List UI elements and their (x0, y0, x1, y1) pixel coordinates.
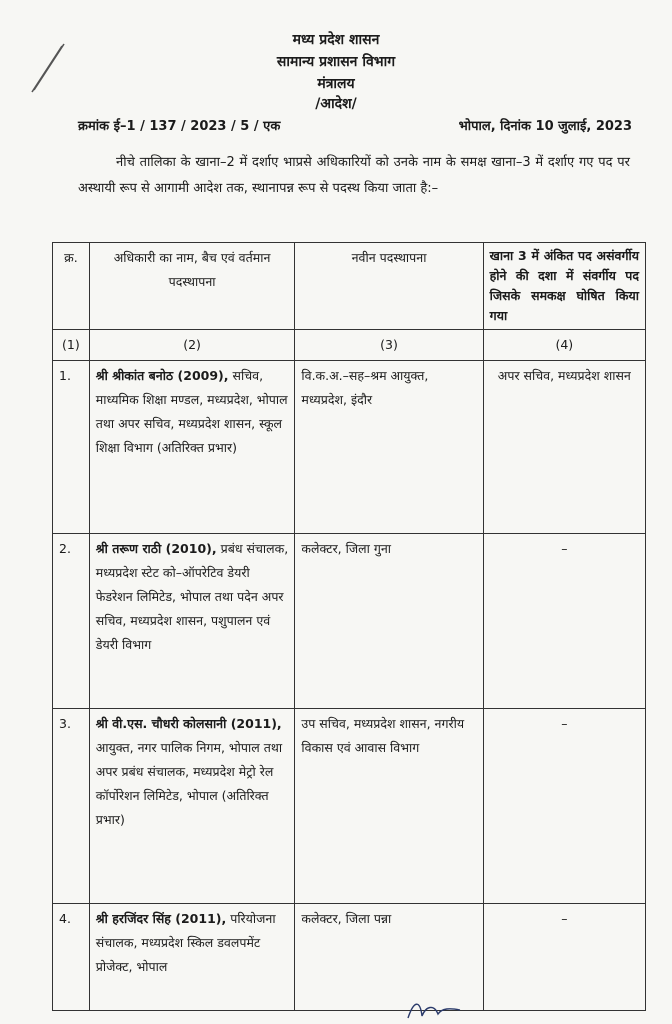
row-equivalent: – (483, 904, 645, 1011)
row-new-posting: कलेक्टर, जिला गुना (295, 534, 483, 709)
table-row (53, 709, 646, 904)
officer-current-post: सचिव, माध्यमिक शिक्षा मण्डल, मध्यप्रदेश, भोपाल तथा अपर सचिव, मध्यप्रदेश शासन, स्कूल शिक्षा विभाग (अतिरिक्त प्रभार) (95, 368, 288, 455)
header-order-title: /आदेश/ (315, 96, 357, 112)
row-equivalent: – (483, 709, 645, 904)
officer-current-post: परियोजना संचालक, मध्यप्रदेश स्किल डवलपमेंट प्रोजेक्ट, भोपाल (95, 911, 276, 974)
officer-name: श्री वी.एस. चौधरी कोलसानी (2011), (95, 716, 282, 731)
order-place-date: भोपाल, दिनांक 10 जुलाई, 2023 (458, 119, 632, 134)
row-serial: 1. (53, 361, 90, 534)
header-serial: क्र. (53, 243, 90, 330)
colnum-4: (4) (483, 330, 645, 361)
row-officer (89, 709, 295, 904)
row-new-posting: कलेक्टर, जिला पन्ना (295, 904, 483, 1011)
colnum-2: (2) (89, 330, 295, 361)
order-line (78, 116, 632, 134)
table-row (53, 904, 646, 1011)
order-paragraph: नीचे तालिका के खाना–2 में दर्शाए भाप्रसे अधिकारियों को उनके नाम के समक्ष खाना–3 में दर्शाए गए पद पर अस्थायी रूप से आगामी आदेश तक, स्थानापन्न रूप से पदस्थ किया जाता है:– (78, 155, 630, 196)
row-officer (89, 904, 295, 1011)
table-row (53, 361, 646, 534)
officer-current-post: प्रबंध संचालक, मध्यप्रदेश स्टेट को–ऑपरेटिव डेयरी फेडरेशन लिमिटेड, भोपाल तथा पदेन अपर सचिव, मध्यप्रदेश शासन, पशुपालन एवं डेयरी विभाग (95, 541, 289, 652)
colnum-3: (3) (295, 330, 483, 361)
row-new-posting: उप सचिव, मध्यप्रदेश शासन, नगरीय विकास एवं आवास विभाग (295, 709, 483, 904)
row-serial: 3. (53, 709, 90, 904)
table-row (53, 534, 646, 709)
officer-name: श्री श्रीकांत बनोठ (2009), (95, 368, 229, 383)
row-equivalent: – (483, 534, 645, 709)
row-new-posting: वि.क.अ.–सह–श्रम आयुक्त, मध्यप्रदेश, इंदौर (295, 361, 483, 534)
row-equivalent: अपर सचिव, मध्यप्रदेश शासन (483, 361, 645, 534)
column-number-row (53, 330, 646, 361)
order-number: क्रमांक ई–1 / 137 / 2023 / 5 / एक (78, 119, 281, 134)
colnum-1: (1) (53, 330, 90, 361)
header-ministry: मंत्रालय (317, 76, 355, 92)
row-serial: 4. (53, 904, 90, 1011)
signature-mark (404, 996, 464, 1024)
officer-name: श्री तरूण राठी (2010), (95, 541, 217, 556)
officer-name: श्री हरजिंदर सिंह (2011), (95, 911, 227, 926)
table-header-row (53, 243, 646, 330)
row-officer (89, 361, 295, 534)
header-equivalent: खाना 3 में अंकित पद असंवर्गीय होने की दशा में संवर्गीय पद जिसके समकक्ष घोषित किया गया (483, 243, 645, 330)
row-serial: 2. (53, 534, 90, 709)
header-government: मध्य प्रदेश शासन (292, 32, 380, 48)
header-department: सामान्य प्रशासन विभाग (276, 54, 396, 70)
header-new-posting: नवीन पदस्थापना (295, 243, 483, 330)
officer-current-post: आयुक्त, नगर पालिक निगम, भोपाल तथा अपर प्रबंध संचालक, मध्यप्रदेश मेट्रो रेल कॉर्पोरेशन लिमिटेड, भोपाल (अतिरिक्त प्रभार) (95, 740, 283, 827)
postings-table (52, 242, 646, 1011)
header-officer: अधिकारी का नाम, बैच एवं वर्तमान पदस्थापना (89, 243, 295, 330)
row-officer (89, 534, 295, 709)
